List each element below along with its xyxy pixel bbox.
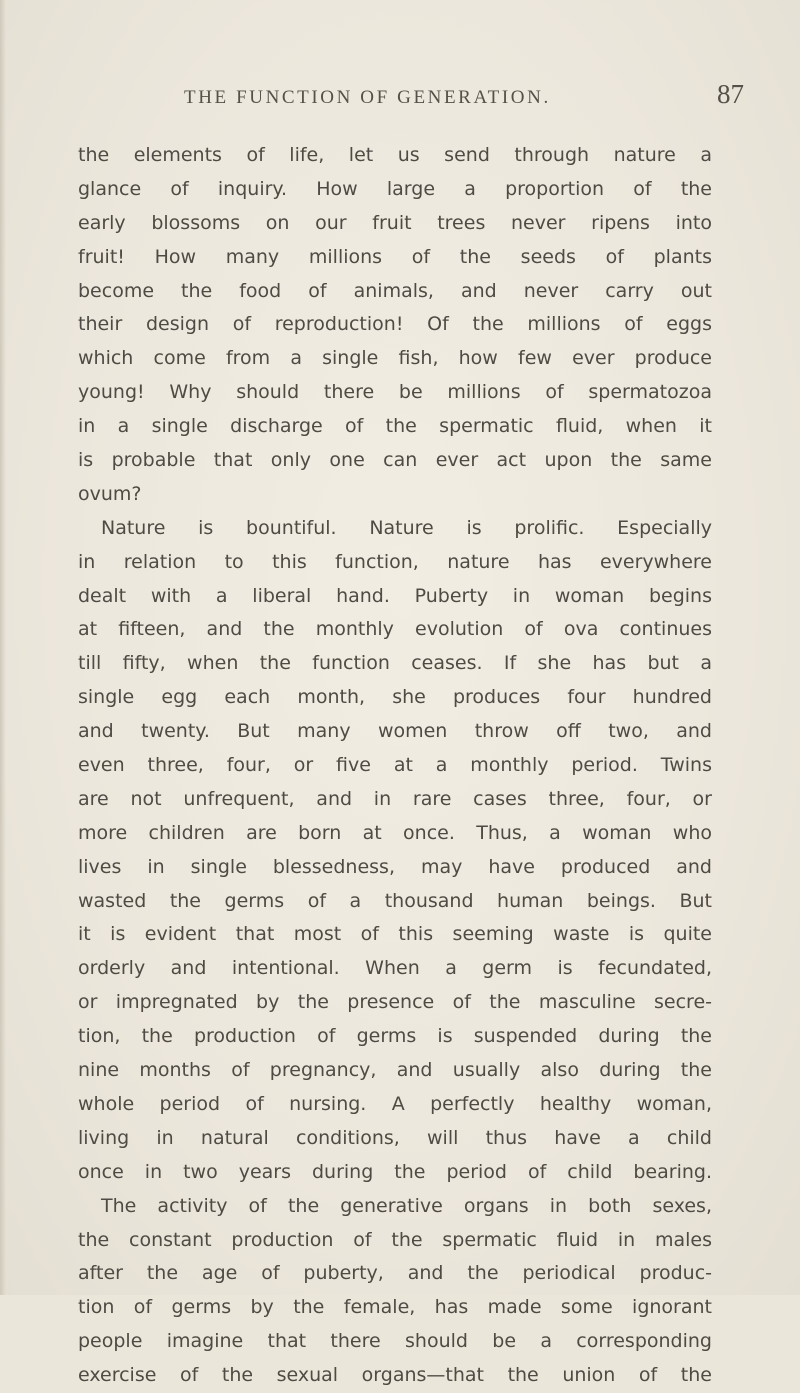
page-header xyxy=(184,79,744,115)
text-line: whole period of nursing. A perfectly healthy woman, xyxy=(78,1092,712,1115)
running-head: THE FUNCTION OF GENERATION. xyxy=(184,87,551,108)
text-line: lives in single blessedness, may have produced and xyxy=(78,855,712,878)
text-line: the elements of life, let us send through nature a xyxy=(78,144,712,166)
text-line: early blossoms on our fruit trees never ripens into xyxy=(78,211,712,234)
text-line: people imagine that there should be a corresponding xyxy=(78,1330,712,1353)
text-line: become the food of animals, and never carry out xyxy=(78,279,712,302)
text-line: are not unfrequent, and in rare cases three, four, or xyxy=(78,787,712,810)
text-line: nine months of pregnancy, and usually also during the xyxy=(78,1059,712,1082)
body-text xyxy=(78,139,712,1393)
text-line: ovum? xyxy=(78,482,142,505)
text-line: in a single discharge of the spermatic fluid, when it xyxy=(78,415,712,438)
text-line: young! Why should there be millions of spermatozoa xyxy=(78,381,712,404)
text-line: wasted the germs of a thousand human beings. But xyxy=(78,889,712,912)
text-line: and twenty. But many women throw off two, and xyxy=(78,720,712,743)
text-line: orderly and intentional. When a germ is fecundated, xyxy=(78,957,712,980)
text-line: it is evident that most of this seeming waste is quite xyxy=(78,923,712,946)
text-line: exercise of the sexual organs—that the union of the xyxy=(78,1364,712,1387)
text-line: after the age of puberty, and the periodical produc- xyxy=(78,1262,712,1285)
text-line: till fifty, when the function ceases. If she has but a xyxy=(78,652,712,675)
text-line: the constant production of the spermatic fluid in males xyxy=(78,1228,712,1251)
text-line: living in natural conditions, will thus have a child xyxy=(78,1126,712,1149)
text-line: more children are born at once. Thus, a woman who xyxy=(78,821,712,844)
text-line: Nature is bountiful. Nature is prolific. Especially xyxy=(101,516,712,539)
text-line: even three, four, or five at a monthly period. Twins xyxy=(78,754,712,777)
text-line: once in two years during the period of child bearing. xyxy=(78,1160,712,1183)
text-line: which come from a single fish, how few ever produce xyxy=(78,347,712,370)
text-line: tion of germs by the female, has made some ignorant xyxy=(78,1296,712,1319)
text-line: is probable that only one can ever act upon the same xyxy=(78,449,712,472)
text-line: in relation to this function, nature has everywhere xyxy=(78,550,712,573)
text-line: glance of inquiry. How large a proportion of the xyxy=(78,177,712,200)
page-number: 87 xyxy=(717,79,744,109)
text-line: their design of reproduction! Of the millions of eggs xyxy=(78,313,712,336)
text-line: at fifteen, and the monthly evolution of ova continues xyxy=(78,618,712,641)
text-line: dealt with a liberal hand. Puberty in woman begins xyxy=(78,584,712,607)
text-line: or impregnated by the presence of the masculine secre- xyxy=(78,991,712,1014)
text-line: fruit! How many millions of the seeds of plants xyxy=(78,245,712,268)
page-gutter-shadow xyxy=(0,0,6,1295)
text-line: single egg each month, she produces four hundred xyxy=(78,686,712,709)
text-line: tion, the production of germs is suspended during the xyxy=(78,1025,712,1048)
text-line: The activity of the generative organs in both sexes, xyxy=(101,1194,712,1217)
